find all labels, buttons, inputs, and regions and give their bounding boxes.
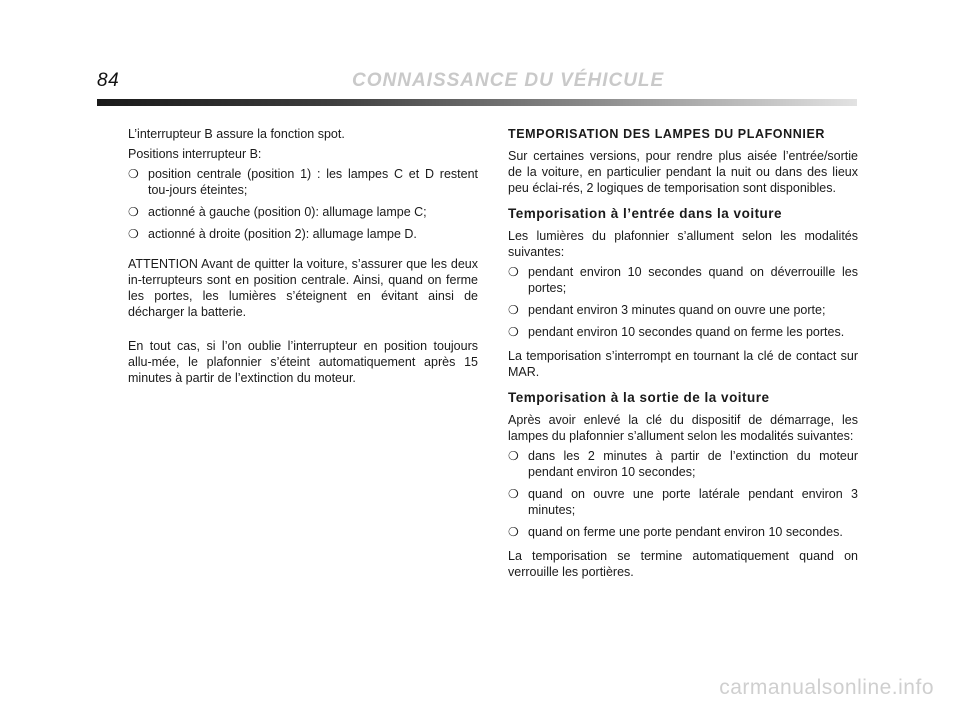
list-item-text: pendant environ 3 minutes quand on ouvre une porte;	[528, 303, 826, 317]
list-item-text: quand on ferme une porte pendant environ 10 secondes.	[528, 525, 843, 539]
bullet-icon: ❍	[508, 487, 519, 501]
section-heading: TEMPORISATION DES LAMPES DU PLAFONNIER	[508, 127, 826, 141]
left-column	[128, 126, 478, 386]
list-item	[508, 264, 858, 296]
watermark: carmanualsonline.info	[719, 676, 934, 699]
list-item	[128, 166, 478, 198]
list-item-text: actionné à droite (position 2): allumage lampe D.	[148, 227, 417, 241]
bullet-icon: ❍	[128, 167, 139, 181]
bullet-icon: ❍	[508, 525, 519, 539]
list-item-text: pendant environ 10 secondes quand on déverrouille les portes;	[528, 265, 858, 295]
list-item	[508, 524, 858, 540]
list-item-text: dans les 2 minutes à partir de l’extinction du moteur pendant environ 10 secondes;	[528, 449, 858, 479]
paragraph-spot-function: L’interrupteur B assure la fonction spot.	[128, 127, 345, 141]
entry-intro: Les lumières du plafonnier s’allument selon les modalités suivantes:	[508, 229, 858, 259]
exit-heading: Temporisation à la sortie de la voiture	[508, 390, 770, 405]
list-item	[128, 226, 478, 242]
list-item-text: pendant environ 10 secondes quand on ferme les portes.	[528, 325, 845, 339]
bullet-icon: ❍	[508, 303, 519, 317]
entry-outro: La temporisation s’interrompt en tournant la clé de contact sur MAR.	[508, 349, 858, 379]
exit-intro: Après avoir enlevé la clé du dispositif de démarrage, les lampes du plafonnier s’allument selon les modalités suivantes:	[508, 413, 858, 443]
list-item-text: position centrale (position 1) : les lampes C et D restent tou-jours éteintes;	[148, 167, 478, 197]
attention-note: ATTENTION Avant de quitter la voiture, s’assurer que les deux in-terrupteurs sont en position centrale. Ainsi, quand on ferme les portes, les lumières s’éteignent en évitant ainsi de décharger la batterie.	[128, 257, 478, 319]
list-item-text: actionné à gauche (position 0): allumage lampe C;	[148, 205, 427, 219]
list-item	[508, 324, 858, 340]
list-item	[508, 486, 858, 518]
right-column	[508, 126, 858, 580]
exit-list	[508, 448, 858, 540]
bullet-icon: ❍	[128, 227, 139, 241]
list-item	[508, 448, 858, 480]
bullet-icon: ❍	[508, 449, 519, 463]
paragraph-auto-off: En tout cas, si l’on oublie l’interrupteur en position toujours allu-mée, le plafonnier s’éteint automatiquement après 15 minutes à partir de l’extinction du moteur.	[128, 339, 478, 385]
paragraph-positions-label: Positions interrupteur B:	[128, 147, 262, 161]
bullet-icon: ❍	[508, 325, 519, 339]
switch-positions-list	[128, 166, 478, 242]
bullet-icon: ❍	[508, 265, 519, 279]
entry-heading: Temporisation à l’entrée dans la voiture	[508, 206, 783, 221]
bullet-icon: ❍	[128, 205, 139, 219]
entry-list	[508, 264, 858, 340]
list-item	[128, 204, 478, 220]
list-item	[508, 302, 858, 318]
page-number: 84	[97, 70, 120, 91]
section-intro: Sur certaines versions, pour rendre plus aisée l’entrée/sortie de la voiture, en particulier pendant la nuit ou dans des lieux peu éclai-rés, 2 logiques de temporisation sont disponibles.	[508, 149, 858, 195]
list-item-text: quand on ouvre une porte latérale pendant environ 3 minutes;	[528, 487, 858, 517]
page-title: CONNAISSANCE DU VÉHICULE	[352, 70, 665, 91]
header-divider	[97, 99, 857, 106]
exit-outro: La temporisation se termine automatiquement quand on verrouille les portières.	[508, 549, 858, 579]
